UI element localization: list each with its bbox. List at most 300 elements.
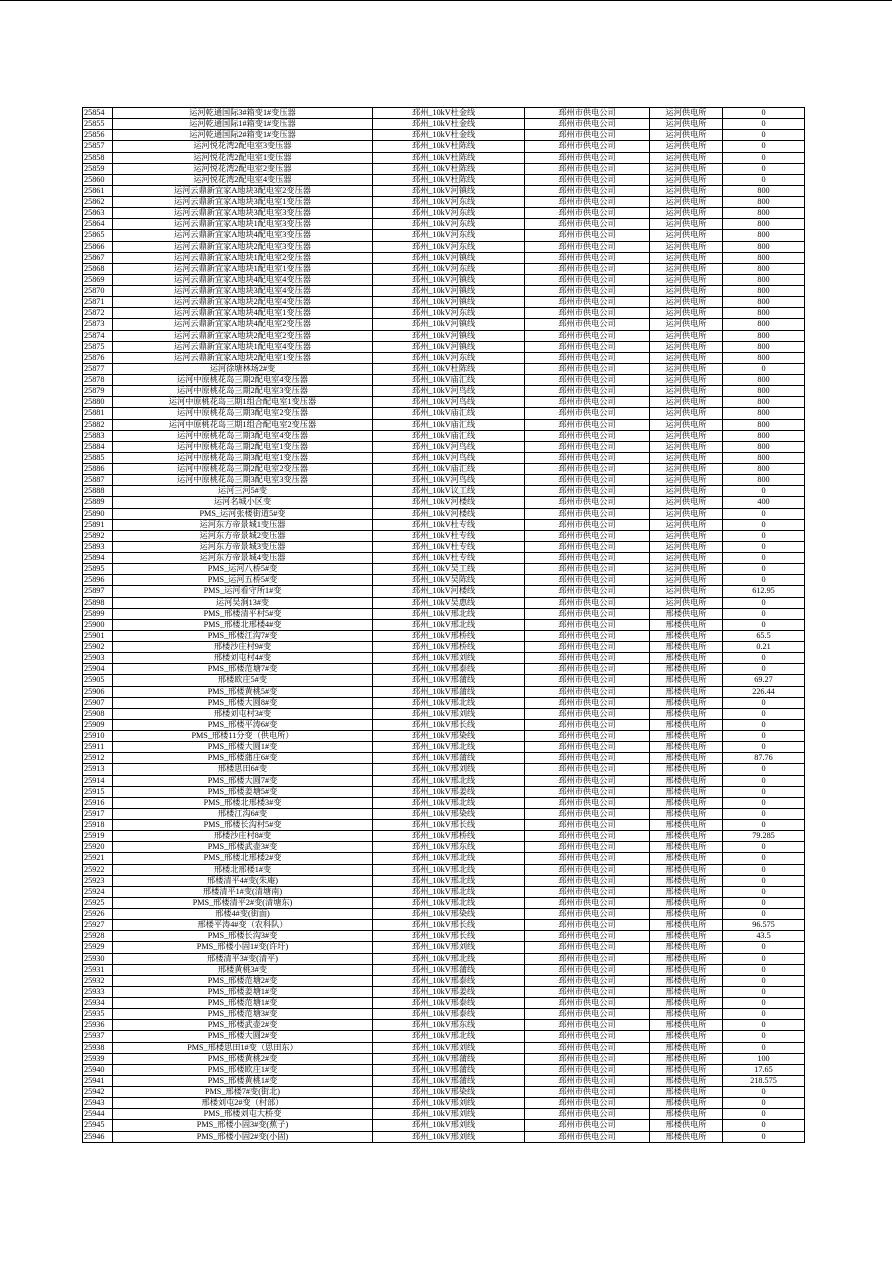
company-cell: 邳州市供电公司 [525,408,650,419]
row-id-cell: 25874 [83,330,113,341]
row-id-cell: 25868 [83,263,113,274]
transformer-name-cell: 邢楼沙庄村8#变 [113,831,373,842]
station-cell: 邢楼供电所 [650,1087,723,1098]
table-row [83,375,805,386]
row-id-cell: 25942 [83,1087,113,1098]
feeder-line-cell: 邳州_10kV河东线 [373,241,525,252]
company-cell: 邳州市供电公司 [525,219,650,230]
table-row [83,1064,805,1075]
transformer-name-cell: 运河东方帝景城3变压器 [113,541,373,552]
transformer-name-cell: PMS_邢楼北邢楼2#变 [113,853,373,864]
feeder-line-cell: 邳州_10kV河镇线 [373,185,525,196]
table-row [83,1031,805,1042]
row-id-cell: 25939 [83,1053,113,1064]
company-cell: 邳州市供电公司 [525,920,650,931]
capacity-value-cell: 800 [723,452,805,463]
row-id-cell: 25865 [83,230,113,241]
table-row [83,1120,805,1131]
feeder-line-cell: 邳州_10kV吴惠线 [373,597,525,608]
table-row [83,764,805,775]
feeder-line-cell: 邳州_10kV议工线 [373,486,525,497]
feeder-line-cell: 邳州_10kV邢泰线 [373,975,525,986]
company-cell: 邳州市供电公司 [525,719,650,730]
row-id-cell: 25880 [83,397,113,408]
feeder-line-cell: 邳州_10kV河鸟线 [373,475,525,486]
feeder-line-cell: 邳州_10kV邢北线 [373,608,525,619]
feeder-line-cell: 邳州_10kV邢北线 [373,697,525,708]
feeder-line-cell: 邳州_10kV邢泰线 [373,664,525,675]
table-row [83,820,805,831]
table-row [83,519,805,530]
table-row [83,530,805,541]
company-cell: 邳州市供电公司 [525,119,650,130]
transformer-name-cell: 运河吴涧13#变 [113,597,373,608]
row-id-cell: 25878 [83,375,113,386]
company-cell: 邳州市供电公司 [525,820,650,831]
feeder-line-cell: 邳州_10kV邢桥线 [373,642,525,653]
station-cell: 运河供电所 [650,119,723,130]
table-row [83,753,805,764]
capacity-value-cell: 0 [723,608,805,619]
feeder-line-cell: 邳州_10kV河镇线 [373,252,525,263]
row-id-cell: 25896 [83,575,113,586]
row-id-cell: 25862 [83,197,113,208]
capacity-value-cell: 800 [723,408,805,419]
capacity-value-cell: 0 [723,519,805,530]
row-id-cell: 25899 [83,608,113,619]
row-id-cell: 25921 [83,853,113,864]
company-cell: 邳州市供电公司 [525,986,650,997]
capacity-value-cell: 0 [723,619,805,630]
transformer-name-cell: PMS_邢楼小固3#变(蕉子) [113,1120,373,1131]
table-row [83,486,805,497]
capacity-value-cell: 800 [723,286,805,297]
feeder-line-cell: 邳州_10kV邢蒲线 [373,675,525,686]
row-id-cell: 25911 [83,742,113,753]
row-id-cell: 25895 [83,564,113,575]
capacity-value-cell: 800 [723,185,805,196]
table-row [83,853,805,864]
capacity-value-cell: 0 [723,864,805,875]
capacity-value-cell: 800 [723,430,805,441]
feeder-line-cell: 邳州_10kV河镇线 [373,341,525,352]
transformer-name-cell: 邢楼欧庄5#变 [113,675,373,686]
row-id-cell: 25871 [83,297,113,308]
transformer-name-cell: 邢楼刘屯2#变（村部） [113,1098,373,1109]
transformer-name-cell: PMS_邢楼黄桃5#变 [113,686,373,697]
row-id-cell: 25898 [83,597,113,608]
transformer-name-cell: 运河云鼎新宜家A地块3配电室4变压器 [113,286,373,297]
capacity-value-cell: 0 [723,808,805,819]
table-row [83,341,805,352]
table-row [83,697,805,708]
station-cell: 运河供电所 [650,252,723,263]
company-cell: 邳州市供电公司 [525,586,650,597]
row-id-cell: 25863 [83,208,113,219]
station-cell: 运河供电所 [650,586,723,597]
capacity-value-cell: 800 [723,274,805,285]
company-cell: 邳州市供电公司 [525,998,650,1009]
table-row [83,508,805,519]
row-id-cell: 25856 [83,130,113,141]
company-cell: 邳州市供电公司 [525,553,650,564]
row-id-cell: 25925 [83,897,113,908]
transformer-name-cell: 运河乾通国际3#箱变1#变压器 [113,108,373,119]
capacity-value-cell: 0 [723,119,805,130]
capacity-value-cell: 0 [723,708,805,719]
table-row [83,397,805,408]
table-row [83,141,805,152]
transformer-name-cell: 邢楼刘屯村4#变 [113,653,373,664]
station-cell: 运河供电所 [650,108,723,119]
row-id-cell: 25890 [83,508,113,519]
row-id-cell: 25875 [83,341,113,352]
company-cell: 邳州市供电公司 [525,152,650,163]
station-cell: 邢楼供电所 [650,897,723,908]
table-row [83,497,805,508]
row-id-cell: 25919 [83,831,113,842]
row-id-cell: 25922 [83,864,113,875]
capacity-value-cell: 0 [723,909,805,920]
table-row [83,541,805,552]
company-cell: 邳州市供电公司 [525,1009,650,1020]
row-id-cell: 25883 [83,430,113,441]
feeder-line-cell: 邳州_10kV河东线 [373,352,525,363]
transformer-name-cell: PMS_邢楼大圆1#变 [113,742,373,753]
transformer-name-cell: 运河云鼎新宜家A地块2配电室4变压器 [113,297,373,308]
transformer-name-cell: PMS_邢楼清平村5#变 [113,608,373,619]
capacity-value-cell: 100 [723,1053,805,1064]
capacity-value-cell: 0 [723,797,805,808]
capacity-value-cell: 0 [723,820,805,831]
capacity-value-cell: 800 [723,230,805,241]
company-cell: 邳州市供电公司 [525,1131,650,1142]
row-id-cell: 25893 [83,541,113,552]
table-row [83,786,805,797]
capacity-value-cell: 0 [723,764,805,775]
row-id-cell: 25914 [83,775,113,786]
capacity-value-cell: 79.285 [723,831,805,842]
table-row [83,308,805,319]
capacity-value-cell: 800 [723,241,805,252]
company-cell: 邳州市供电公司 [525,575,650,586]
feeder-line-cell: 邳州_10kV庙汇线 [373,464,525,475]
transformer-name-cell: 邢楼清平1#变(清塘南) [113,886,373,897]
company-cell: 邳州市供电公司 [525,786,650,797]
table-row [83,1075,805,1086]
table-row [83,998,805,1009]
station-cell: 运河供电所 [650,185,723,196]
transformer-name-cell: 运河云鼎新宜家A地块1配电室1变压器 [113,263,373,274]
table-row [83,708,805,719]
transformer-name-cell: 运河云鼎新宜家A地块2配电室1变压器 [113,352,373,363]
company-cell: 邳州市供电公司 [525,208,650,219]
capacity-value-cell: 0 [723,842,805,853]
transformer-name-cell: 邢楼江沟6#变 [113,808,373,819]
transformer-name-cell: PMS_邢楼11分变（供电所） [113,731,373,742]
feeder-line-cell: 邳州_10kV邢蒲线 [373,1053,525,1064]
station-cell: 邢楼供电所 [650,619,723,630]
company-cell: 邳州市供电公司 [525,530,650,541]
company-cell: 邳州市供电公司 [525,508,650,519]
station-cell: 邢楼供电所 [650,1064,723,1075]
feeder-line-cell: 邳州_10kV邢泰线 [373,1009,525,1020]
table-row [83,352,805,363]
company-cell: 邳州市供电公司 [525,464,650,475]
row-id-cell: 25887 [83,475,113,486]
company-cell: 邳州市供电公司 [525,864,650,875]
capacity-value-cell: 17.65 [723,1064,805,1075]
station-cell: 运河供电所 [650,163,723,174]
station-cell: 运河供电所 [650,308,723,319]
station-cell: 邢楼供电所 [650,753,723,764]
transformer-name-cell: 运河云鼎新宜家A地块4配电室4变压器 [113,274,373,285]
transformer-name-cell: PMS_邢楼大圆8#变 [113,697,373,708]
table-row [83,119,805,130]
station-cell: 邢楼供电所 [650,998,723,1009]
capacity-value-cell: 0 [723,163,805,174]
capacity-value-cell: 800 [723,397,805,408]
station-cell: 运河供电所 [650,174,723,185]
transformer-name-cell: 运河名城小区变 [113,497,373,508]
feeder-line-cell: 邳州_10kV邢蒲线 [373,964,525,975]
company-cell: 邳州市供电公司 [525,319,650,330]
company-cell: 邳州市供电公司 [525,185,650,196]
row-id-cell: 25867 [83,252,113,263]
company-cell: 邳州市供电公司 [525,708,650,719]
capacity-value-cell: 0 [723,530,805,541]
station-cell: 运河供电所 [650,475,723,486]
feeder-line-cell: 邳州_10kV河镇线 [373,330,525,341]
company-cell: 邳州市供电公司 [525,686,650,697]
transformer-name-cell: 邢楼刘屯村3#变 [113,708,373,719]
station-cell: 邢楼供电所 [650,797,723,808]
company-cell: 邳州市供电公司 [525,808,650,819]
transformer-name-cell: PMS_邢楼黄桃2#变 [113,1053,373,1064]
station-cell: 运河供电所 [650,297,723,308]
transformer-name-cell: PMS_运河五桥5#变 [113,575,373,586]
company-cell: 邳州市供电公司 [525,842,650,853]
company-cell: 邳州市供电公司 [525,1075,650,1086]
company-cell: 邳州市供电公司 [525,1098,650,1109]
feeder-line-cell: 邳州_10kV邢蒲线 [373,753,525,764]
row-id-cell: 25940 [83,1064,113,1075]
capacity-value-cell: 0 [723,575,805,586]
capacity-value-cell: 800 [723,263,805,274]
row-id-cell: 25854 [83,108,113,119]
capacity-value-cell: 800 [723,308,805,319]
transformer-name-cell: 运河中原桃花岛三期3配电室1变压器 [113,452,373,463]
table-row [83,831,805,842]
station-cell: 邢楼供电所 [650,675,723,686]
row-id-cell: 25892 [83,530,113,541]
station-cell: 运河供电所 [650,464,723,475]
transformer-name-cell: 邢楼平涛4#变（农科队） [113,920,373,931]
transformer-name-cell: 运河云鼎新宜家A地块3配电室3变压器 [113,208,373,219]
table-row [83,653,805,664]
company-cell: 邳州市供电公司 [525,909,650,920]
row-id-cell: 25929 [83,942,113,953]
table-row [83,252,805,263]
capacity-value-cell: 0 [723,1131,805,1142]
station-cell: 邢楼供电所 [650,1075,723,1086]
row-id-cell: 25864 [83,219,113,230]
capacity-value-cell: 0 [723,986,805,997]
row-id-cell: 25927 [83,920,113,931]
transformer-name-cell: 邢楼黄桃3#变 [113,964,373,975]
capacity-value-cell: 0 [723,775,805,786]
capacity-value-cell: 0 [723,508,805,519]
transformer-name-cell: PMS_邢楼北邢楼3#变 [113,797,373,808]
row-id-cell: 25943 [83,1098,113,1109]
table-row [83,263,805,274]
feeder-line-cell: 邳州_10kV邢染线 [373,731,525,742]
feeder-line-cell: 邳州_10kV邢北线 [373,864,525,875]
capacity-value-cell: 0 [723,886,805,897]
station-cell: 邢楼供电所 [650,775,723,786]
row-id-cell: 25876 [83,352,113,363]
row-id-cell: 25855 [83,119,113,130]
transformer-name-cell: 运河东方帝景城4变压器 [113,553,373,564]
row-id-cell: 25916 [83,797,113,808]
table-row [83,619,805,630]
transformer-name-cell: PMS_邢楼范塘7#变 [113,664,373,675]
station-cell: 运河供电所 [650,130,723,141]
transformer-name-cell: 运河云鼎新宜家A地块2配电室3变压器 [113,241,373,252]
station-cell: 邢楼供电所 [650,1009,723,1020]
station-cell: 运河供电所 [650,219,723,230]
feeder-line-cell: 邳州_10kV邢刘线 [373,1098,525,1109]
table-row [83,1042,805,1053]
row-id-cell: 25934 [83,998,113,1009]
company-cell: 邳州市供电公司 [525,1087,650,1098]
feeder-line-cell: 邳州_10kV河东线 [373,308,525,319]
table-row [83,597,805,608]
row-id-cell: 25933 [83,986,113,997]
table-row [83,897,805,908]
capacity-value-cell: 800 [723,375,805,386]
row-id-cell: 25918 [83,820,113,831]
capacity-value-cell: 0 [723,130,805,141]
company-cell: 邳州市供电公司 [525,341,650,352]
capacity-value-cell: 800 [723,297,805,308]
company-cell: 邳州市供电公司 [525,831,650,842]
row-id-cell: 25930 [83,953,113,964]
capacity-value-cell: 800 [723,208,805,219]
row-id-cell: 25935 [83,1009,113,1020]
table-row [83,931,805,942]
feeder-line-cell: 邳州_10kV邢北线 [373,742,525,753]
station-cell: 邢楼供电所 [650,1120,723,1131]
capacity-value-cell: 0 [723,975,805,986]
transformer-name-cell: 运河东方帝景城2变压器 [113,530,373,541]
company-cell: 邳州市供电公司 [525,230,650,241]
table-row [83,174,805,185]
capacity-value-cell: 800 [723,475,805,486]
capacity-value-cell: 0 [723,786,805,797]
table-row [83,942,805,953]
company-cell: 邳州市供电公司 [525,330,650,341]
feeder-line-cell: 邳州_10kV邢染线 [373,1087,525,1098]
company-cell: 邳州市供电公司 [525,108,650,119]
company-cell: 邳州市供电公司 [525,297,650,308]
table-row [83,731,805,742]
feeder-line-cell: 邳州_10kV河镇线 [373,319,525,330]
company-cell: 邳州市供电公司 [525,675,650,686]
station-cell: 邢楼供电所 [650,1042,723,1053]
feeder-line-cell: 邳州_10kV邢北线 [373,775,525,786]
company-cell: 邳州市供电公司 [525,630,650,641]
station-cell: 运河供电所 [650,419,723,430]
feeder-line-cell: 邳州_10kV邢刘线 [373,1042,525,1053]
table-row [83,909,805,920]
company-cell: 邳州市供电公司 [525,252,650,263]
capacity-value-cell: 0 [723,953,805,964]
company-cell: 邳州市供电公司 [525,1020,650,1031]
page-top-rule [0,0,892,1]
table-row [83,586,805,597]
capacity-value-cell: 0 [723,719,805,730]
transformer-name-cell: PMS_邢楼范塘1#变 [113,998,373,1009]
table-row [83,475,805,486]
station-cell: 运河供电所 [650,263,723,274]
table-row [83,1109,805,1120]
company-cell: 邳州市供电公司 [525,942,650,953]
station-cell: 邢楼供电所 [650,864,723,875]
feeder-line-cell: 邳州_10kV邢泰线 [373,998,525,1009]
company-cell: 邳州市供电公司 [525,130,650,141]
company-cell: 邳州市供电公司 [525,286,650,297]
feeder-line-cell: 邳州_10kV杜金线 [373,108,525,119]
station-cell: 运河供电所 [650,141,723,152]
capacity-value-cell: 0 [723,363,805,374]
table-row [83,241,805,252]
feeder-line-cell: 邳州_10kV邢北线 [373,875,525,886]
table-row [83,441,805,452]
station-cell: 运河供电所 [650,241,723,252]
row-id-cell: 25884 [83,441,113,452]
table-row [83,808,805,819]
company-cell: 邳州市供电公司 [525,519,650,530]
table-row [83,1131,805,1142]
feeder-line-cell: 邳州_10kV吴工线 [373,564,525,575]
feeder-line-cell: 邳州_10kV邢东线 [373,1020,525,1031]
table-row [83,419,805,430]
row-id-cell: 25859 [83,163,113,174]
table-row [83,452,805,463]
feeder-line-cell: 邳州_10kV邢北线 [373,886,525,897]
row-id-cell: 25873 [83,319,113,330]
table-row [83,920,805,931]
company-cell: 邳州市供电公司 [525,597,650,608]
capacity-value-cell: 0 [723,108,805,119]
transformer-name-cell: PMS_邢楼武壶3#变 [113,842,373,853]
feeder-line-cell: 邳州_10kV庙汇线 [373,430,525,441]
capacity-value-cell: 0 [723,541,805,552]
table-row [83,330,805,341]
feeder-line-cell: 邳州_10kV庙汇线 [373,419,525,430]
capacity-value-cell: 0 [723,1087,805,1098]
transformer-name-cell: PMS_邢楼平涛6#变 [113,719,373,730]
transformer-name-cell: 运河中原桃花岛三期2配电室2变压器 [113,464,373,475]
feeder-line-cell: 邳州_10kV河鸟线 [373,397,525,408]
company-cell: 邳州市供电公司 [525,197,650,208]
table-row [83,430,805,441]
table-row [83,875,805,886]
transformer-name-cell: PMS_运河八桥5#变 [113,564,373,575]
table-row [83,675,805,686]
table-row [83,986,805,997]
